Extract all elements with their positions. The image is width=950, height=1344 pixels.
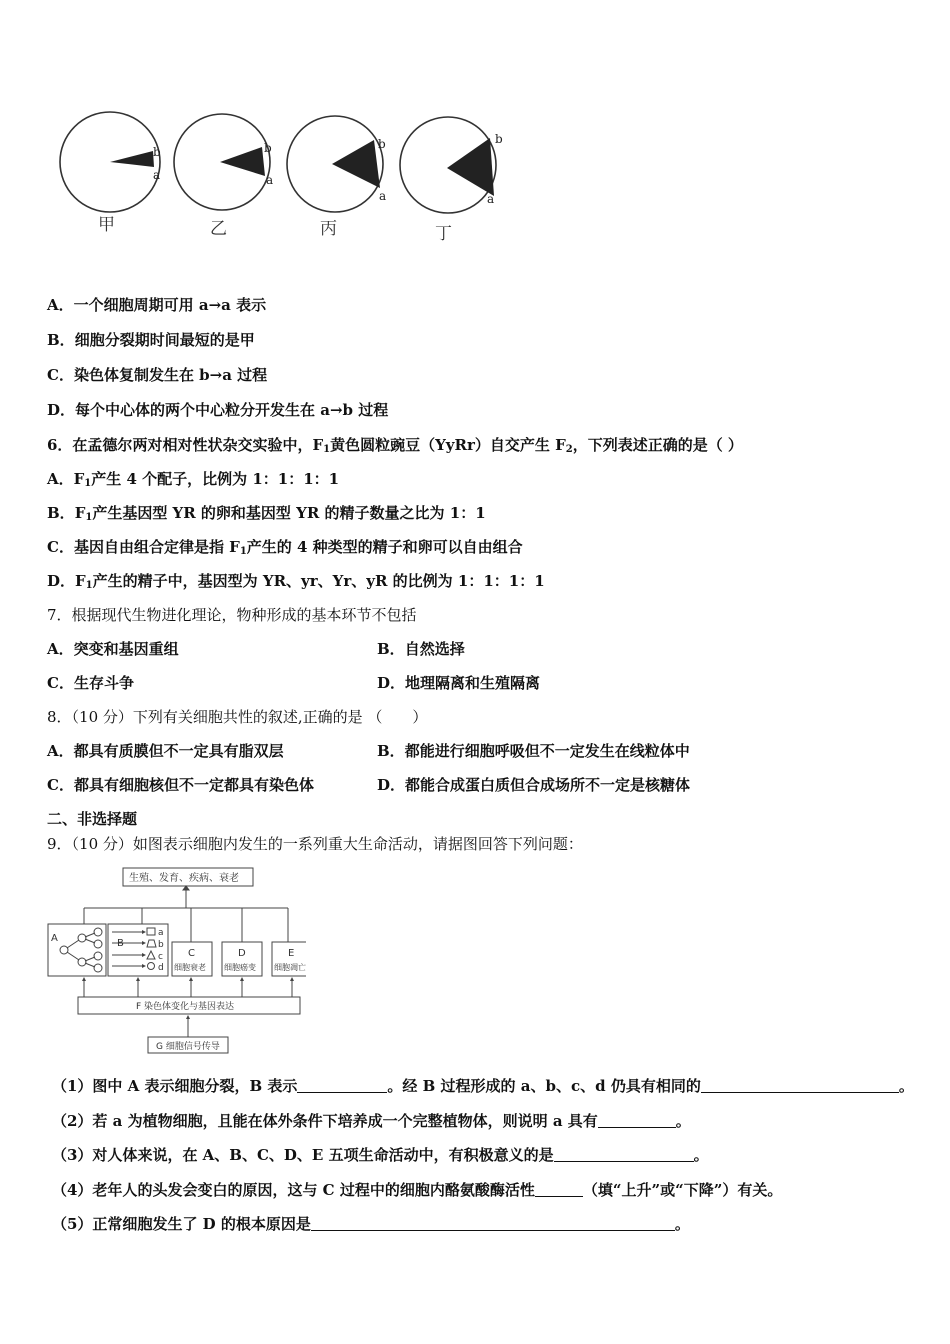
q6-stem-sub1: 1 <box>323 444 331 455</box>
option-text: 突变和基因重组 <box>73 640 179 658</box>
q6-stem <box>47 435 743 455</box>
label-a-jia: a <box>153 168 161 182</box>
abcd-a: a <box>158 928 164 938</box>
q6-stem-post: ，下列表述正确的是（ ） <box>572 436 743 454</box>
answer-blank-5[interactable] <box>311 1214 675 1231</box>
q9-sub3 <box>52 1145 709 1165</box>
q7-option-a <box>47 639 179 659</box>
answer-blank-1b[interactable] <box>701 1076 899 1093</box>
g-text: G 细胞信号传导 <box>156 1042 220 1052</box>
c-letter: C <box>188 948 195 959</box>
abcd-c: c <box>158 952 163 962</box>
q5-option-b <box>47 330 255 350</box>
q9-sub1-text-c: 。 <box>898 1077 914 1095</box>
q6-option-a <box>47 469 339 489</box>
answer-blank-4[interactable] <box>535 1180 583 1197</box>
option-letter: A． <box>47 640 74 658</box>
label-yi: 乙 <box>210 219 227 239</box>
label-b-ding: b <box>495 132 503 146</box>
abcd-b: b <box>158 940 164 950</box>
q9-sub5-text-b: 。 <box>674 1215 690 1233</box>
option-letter: C． <box>47 776 74 794</box>
q7-option-c <box>47 673 134 693</box>
option-text: 自然选择 <box>404 640 465 658</box>
q9-sub3-text-b: 。 <box>693 1146 709 1164</box>
q5-option-c <box>47 365 267 385</box>
option-text: 产生 4 个配子，比例为 1：1：1：1 <box>91 470 340 488</box>
option-text: 基因自由组合定律是指 F <box>73 538 240 556</box>
sector-bing <box>332 140 380 188</box>
option-text: 都具有细胞核但不一定都具有染色体 <box>73 776 314 794</box>
sector-ding <box>447 138 494 196</box>
top-box-text: 生殖、发育、疾病、衰老 <box>129 873 239 884</box>
q6-option-d <box>47 571 545 591</box>
option-text: 一个细胞周期可用 a→a 表示 <box>73 296 267 314</box>
q5-option-a <box>47 295 266 315</box>
q9-sub3-text-a: （3）对人体来说，在 A、B、C、D、E 五项生命活动中，有积极意义的是 <box>52 1146 554 1164</box>
option-text: 都能合成蛋白质但合成场所不一定是核糖体 <box>405 776 691 794</box>
q9-sub2-text-b: 。 <box>675 1112 691 1130</box>
option-sub: 1 <box>84 478 92 489</box>
q9-stem: 9．（10 分）如图表示细胞内发生的一系列重大生命活动，请据图回答下列问题： <box>47 835 583 853</box>
option-text: 都具有质膜但不一定具有脂双层 <box>73 742 284 760</box>
option-letter: D． <box>47 401 76 419</box>
q6-option-b <box>47 503 486 523</box>
sector-jia <box>110 151 154 167</box>
q9-sub4-text-b: （填“上升”或“下降”）有关。 <box>582 1181 783 1199</box>
option-letter: C． <box>47 366 74 384</box>
label-a-ding: a <box>487 192 495 206</box>
option-letter: A． <box>47 296 74 314</box>
label-ding: 丁 <box>435 224 452 244</box>
life-activity-diagram <box>46 862 306 1058</box>
q9-sub4 <box>52 1180 782 1200</box>
q7-stem: 7．根据现代生物进化理论，物种形成的基本环节不包括 <box>47 606 417 624</box>
option-letter: C． <box>47 538 74 556</box>
option-text: 产生基因型 YR 的卵和基因型 YR 的精子数量之比为 1：1 <box>92 504 486 522</box>
abcd-d: d <box>158 963 164 973</box>
answer-blank-1a[interactable] <box>297 1076 387 1093</box>
e-letter: E <box>288 948 295 959</box>
q9-sub2-text-a: （2）若 a 为植物细胞，且能在体外条件下培养成一个完整植物体，则说明 a 具有 <box>52 1112 598 1130</box>
option-text: 产生的 4 种类型的精子和卵可以自由组合 <box>246 538 523 556</box>
option-letter: C． <box>47 674 74 692</box>
q9-sub5 <box>52 1214 690 1234</box>
answer-blank-2[interactable] <box>598 1111 676 1128</box>
option-text: F <box>75 572 86 590</box>
option-letter: B． <box>377 640 405 658</box>
option-letter: B． <box>47 331 75 349</box>
a-label: A <box>51 933 58 944</box>
sector-yi <box>220 147 265 176</box>
option-text: F <box>73 470 85 488</box>
section-heading: 二、非选择题 <box>47 810 138 828</box>
option-text: 细胞分裂期时间最短的是甲 <box>74 331 255 349</box>
q8-option-c <box>47 775 314 795</box>
q6-stem-pre: 6．在孟德尔两对相对性状杂交实验中，F <box>47 436 324 454</box>
option-sub: 1 <box>85 512 93 523</box>
label-a-bing: a <box>379 189 387 203</box>
q8-stem: 8．（10 分）下列有关细胞共性的叙述,正确的是 （ ） <box>47 708 428 726</box>
option-sub: 1 <box>239 546 247 557</box>
q9-sub1-text-a: （1）图中 A 表示细胞分裂，B 表示 <box>52 1077 298 1095</box>
q9-sub1-text-b: 。经 B 过程形成的 a、b、c、d 仍具有相同的 <box>387 1077 701 1095</box>
q7-option-d <box>377 673 540 693</box>
q5-option-d <box>47 400 388 420</box>
option-text: F <box>74 504 86 522</box>
d-text: 细胞癌变 <box>224 963 256 972</box>
cell-cycle-figure <box>50 100 520 250</box>
a-box <box>48 924 106 976</box>
option-letter: B． <box>47 504 75 522</box>
option-sub: 1 <box>85 580 93 591</box>
b-label: B <box>117 938 124 949</box>
q9-sub5-text-a: （5）正常细胞发生了 D 的根本原因是 <box>52 1215 311 1233</box>
q6-stem-sub2: 2 <box>565 444 573 455</box>
q7-option-b <box>377 639 465 659</box>
d-letter: D <box>238 948 246 959</box>
label-bing: 丙 <box>320 219 337 239</box>
c-text: 细胞衰老 <box>174 963 206 972</box>
q8-option-d <box>377 775 690 795</box>
q8-option-a <box>47 741 284 761</box>
f-text: F 染色体变化与基因表达 <box>136 1002 235 1012</box>
option-text: 产生的精子中，基因型为 YR、yr、Yr、yR 的比例为 1：1：1：1 <box>92 572 545 590</box>
label-b-jia: b <box>153 145 161 159</box>
q9-sub2 <box>52 1111 691 1131</box>
option-letter: D． <box>377 776 406 794</box>
option-letter: D． <box>47 572 76 590</box>
e-text: 细胞凋亡 <box>274 963 306 972</box>
option-letter: D． <box>377 674 406 692</box>
option-text: 每个中心体的两个中心粒分开发生在 a→b 过程 <box>75 401 389 419</box>
q9-sub1 <box>52 1076 914 1096</box>
q9-sub4-text-a: （4）老年人的头发会变白的原因，这与 C 过程中的细胞内酪氨酸酶活性 <box>52 1181 535 1199</box>
option-letter: A． <box>47 470 74 488</box>
q6-option-c <box>47 537 523 557</box>
label-a-yi: a <box>266 173 274 187</box>
option-letter: B． <box>377 742 405 760</box>
option-letter: A． <box>47 742 74 760</box>
option-text: 生存斗争 <box>73 674 134 692</box>
q8-option-b <box>377 741 690 761</box>
option-text: 都能进行细胞呼吸但不一定发生在线粒体中 <box>404 742 690 760</box>
answer-blank-3[interactable] <box>554 1145 694 1162</box>
label-b-yi: b <box>264 141 272 155</box>
label-jia: 甲 <box>98 215 115 235</box>
option-text: 地理隔离和生殖隔离 <box>405 674 541 692</box>
option-text: 染色体复制发生在 b→a 过程 <box>73 366 268 384</box>
q6-stem-mid: 黄色圆粒豌豆（YyRr）自交产生 F <box>330 436 566 454</box>
label-b-bing: b <box>378 137 386 151</box>
